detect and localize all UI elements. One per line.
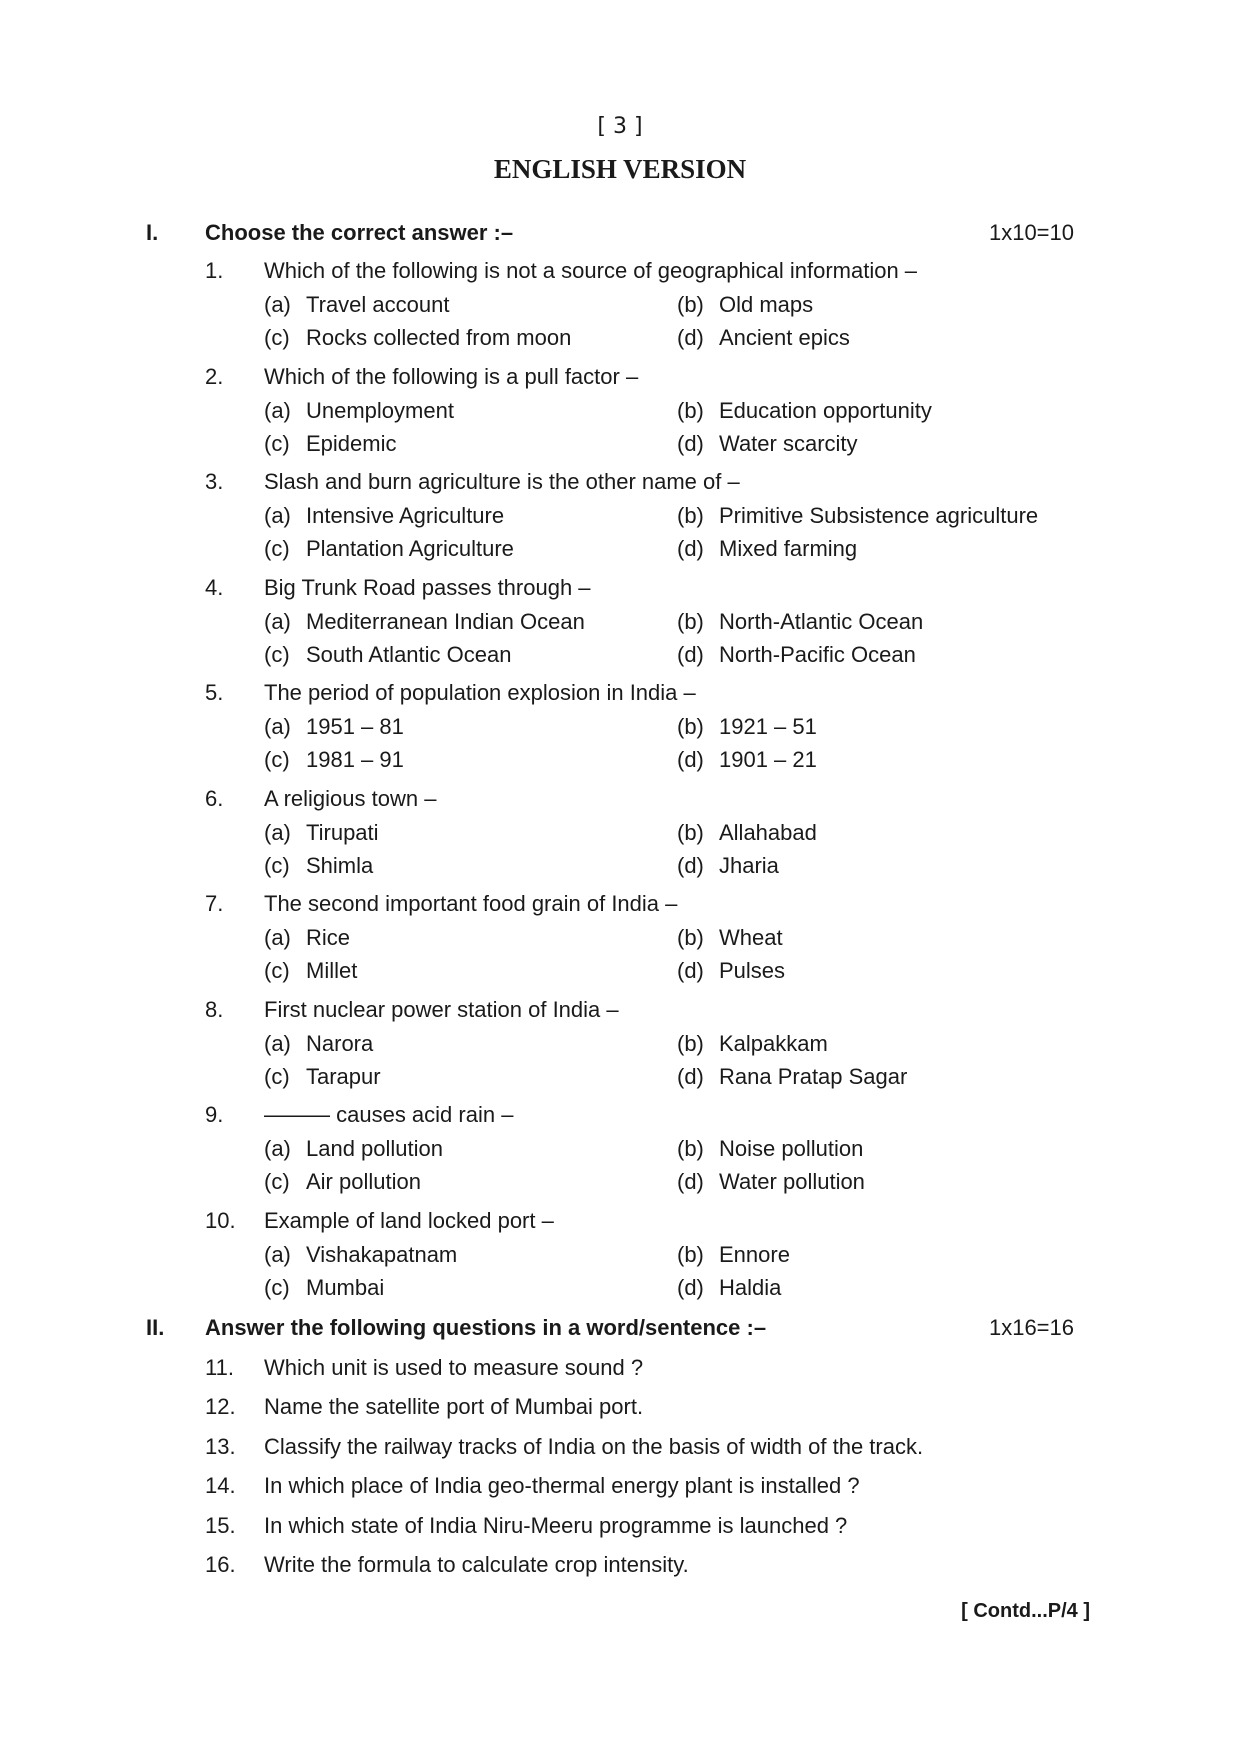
option-text: Haldia <box>719 1274 782 1300</box>
section-2-roman: II. <box>146 1315 165 1340</box>
option-text: Epidemic <box>306 430 397 456</box>
option-label: (c) <box>264 747 290 772</box>
section-1-roman: I. <box>146 220 159 245</box>
option-label: (a) <box>264 503 291 528</box>
option-label: (d) <box>677 1169 704 1194</box>
question-number: 1. <box>205 258 224 283</box>
option-text: Mumbai <box>306 1274 385 1300</box>
question-text: A religious town – <box>264 785 437 811</box>
option-text: Tarapur <box>306 1063 381 1089</box>
question-number: 12. <box>205 1394 236 1420</box>
option-text: Pulses <box>719 958 786 983</box>
option-label: (b) <box>677 397 704 423</box>
mcq-question <box>0 997 1240 1097</box>
mcq-question <box>0 786 1240 886</box>
question-number: 15. <box>205 1512 236 1538</box>
option-label: (a) <box>264 292 291 317</box>
question-text: ——— causes acid rain – <box>264 1102 514 1127</box>
option-text: Millet <box>306 958 358 983</box>
option-label: (b) <box>677 1030 704 1056</box>
question-number: 16. <box>205 1552 236 1577</box>
option-text: North-Atlantic Ocean <box>719 608 924 634</box>
question-number: 11. <box>205 1355 234 1380</box>
option-label: (b) <box>677 1241 704 1267</box>
option-text: 1901 – 21 <box>719 747 817 772</box>
option-text: Land pollution <box>306 1136 444 1161</box>
mcq-question <box>0 1102 1240 1202</box>
question-number: 5. <box>205 680 224 705</box>
option-text: Ennore <box>719 1241 790 1267</box>
short-question <box>0 1394 1240 1428</box>
section-2-marks: 1x16=16 <box>988 1315 1074 1340</box>
option-text: Primitive Subsistence agriculture <box>719 503 1039 528</box>
option-label: (a) <box>264 1030 291 1056</box>
question-text: In which state of India Niru-Meeru programme is launched ? <box>264 1512 848 1538</box>
question-text: Which unit is used to measure sound ? <box>264 1355 644 1380</box>
mcq-question <box>0 469 1240 569</box>
option-text: Travel account <box>306 292 450 317</box>
option-text: Kalpakkam <box>719 1030 828 1056</box>
option-label: (d) <box>677 747 704 772</box>
section-2-title: Answer the following questions in a word/sentence :– <box>205 1315 767 1340</box>
option-label: (a) <box>264 608 291 634</box>
question-number: 3. <box>205 469 224 494</box>
option-text: Rana Pratap Sagar <box>719 1063 908 1089</box>
option-text: 1981 – 91 <box>306 747 404 772</box>
option-text: 1921 – 51 <box>719 714 817 739</box>
question-number: 13. <box>205 1433 236 1459</box>
option-text: Noise pollution <box>719 1136 864 1161</box>
option-text: Old maps <box>719 292 814 317</box>
option-label: (c) <box>264 536 290 561</box>
version-title: ENGLISH VERSION <box>493 154 747 184</box>
question-number: 7. <box>205 891 224 916</box>
option-label: (c) <box>264 641 290 667</box>
option-text: Rocks collected from moon <box>306 325 572 350</box>
option-text: Mediterranean Indian Ocean <box>306 608 585 634</box>
option-label: (c) <box>264 852 290 878</box>
question-text: Name the satellite port of Mumbai port. <box>264 1394 644 1420</box>
option-label: (c) <box>264 325 290 350</box>
option-label: (c) <box>264 1169 290 1194</box>
question-number: 9. <box>205 1102 224 1127</box>
option-text: Ancient epics <box>719 325 850 350</box>
option-text: Plantation Agriculture <box>306 536 514 561</box>
mcq-question <box>0 258 1240 358</box>
option-text: Education opportunity <box>719 397 932 423</box>
question-number: 14. <box>205 1473 236 1499</box>
mcq-question <box>0 575 1240 675</box>
option-text: Vishakapatnam <box>306 1241 458 1267</box>
question-text: Write the formula to calculate crop intensity. <box>264 1552 689 1577</box>
option-label: (a) <box>264 1136 291 1161</box>
option-label: (a) <box>264 925 291 950</box>
option-label: (b) <box>677 608 704 634</box>
question-number: 2. <box>205 363 224 389</box>
short-question <box>0 1513 1240 1547</box>
question-number: 10. <box>205 1207 236 1233</box>
option-label: (a) <box>264 819 291 845</box>
short-question <box>0 1552 1240 1586</box>
option-text: Allahabad <box>719 819 817 845</box>
mcq-question <box>0 364 1240 464</box>
option-label: (d) <box>677 536 704 561</box>
option-text: Unemployment <box>306 397 454 423</box>
option-text: Rice <box>306 925 351 950</box>
question-text: In which place of India geo-thermal energy plant is installed ? <box>264 1473 860 1499</box>
option-label: (c) <box>264 1274 290 1300</box>
question-text: Slash and burn agriculture is the other name of – <box>264 469 740 494</box>
section-1-marks: 1x10=10 <box>988 220 1074 245</box>
option-text: 1951 – 81 <box>306 714 404 739</box>
option-text: Jharia <box>719 852 779 878</box>
option-label: (d) <box>677 1063 704 1089</box>
option-text: Air pollution <box>306 1169 421 1194</box>
option-label: (a) <box>264 714 291 739</box>
question-text: First nuclear power station of India – <box>264 996 619 1022</box>
short-question <box>0 1355 1240 1389</box>
option-label: (d) <box>677 958 704 983</box>
option-label: (d) <box>677 430 704 456</box>
mcq-question <box>0 891 1240 991</box>
option-label: (c) <box>264 1063 290 1089</box>
option-label: (b) <box>677 714 704 739</box>
section-1-header <box>0 220 1240 254</box>
option-label: (c) <box>264 958 290 983</box>
option-label: (b) <box>677 819 704 845</box>
mcq-question <box>0 680 1240 780</box>
short-question <box>0 1434 1240 1468</box>
option-text: Mixed farming <box>719 536 858 561</box>
page-number: [ 3 ] <box>597 114 643 139</box>
option-text: Shimla <box>306 852 374 878</box>
option-text: Water pollution <box>719 1169 865 1194</box>
question-text: The period of population explosion in India – <box>264 680 696 705</box>
option-text: Tirupati <box>306 819 379 845</box>
option-text: Narora <box>306 1030 374 1056</box>
question-text: Classify the railway tracks of India on the basis of width of the track. <box>264 1433 924 1459</box>
option-text: Water scarcity <box>719 430 858 456</box>
option-label: (c) <box>264 430 290 456</box>
option-label: (d) <box>677 852 704 878</box>
section-1-title: Choose the correct answer :– <box>205 220 514 245</box>
question-text: The second important food grain of India – <box>264 891 678 916</box>
option-label: (d) <box>677 325 704 350</box>
option-text: Intensive Agriculture <box>306 503 505 528</box>
option-label: (b) <box>677 1136 704 1161</box>
question-number: 6. <box>205 785 224 811</box>
question-text: Which of the following is not a source of geographical information – <box>264 258 918 283</box>
option-label: (b) <box>677 503 704 528</box>
option-label: (a) <box>264 397 291 423</box>
mcq-question <box>0 1208 1240 1308</box>
option-label: (b) <box>677 292 704 317</box>
option-text: North-Pacific Ocean <box>719 641 916 667</box>
option-label: (d) <box>677 641 704 667</box>
question-text: Which of the following is a pull factor – <box>264 363 639 389</box>
question-text: Example of land locked port – <box>264 1207 554 1233</box>
option-label: (d) <box>677 1274 704 1300</box>
short-question <box>0 1473 1240 1507</box>
question-number: 4. <box>205 574 224 600</box>
option-label: (a) <box>264 1241 291 1267</box>
continued-note: [ Contd...P/4 ] <box>961 1600 1090 1622</box>
section-2-header <box>0 1315 1240 1349</box>
option-text: South Atlantic Ocean <box>306 641 512 667</box>
question-text: Big Trunk Road passes through – <box>264 574 591 600</box>
option-text: Wheat <box>719 925 783 950</box>
question-number: 8. <box>205 996 224 1022</box>
option-label: (b) <box>677 925 704 950</box>
